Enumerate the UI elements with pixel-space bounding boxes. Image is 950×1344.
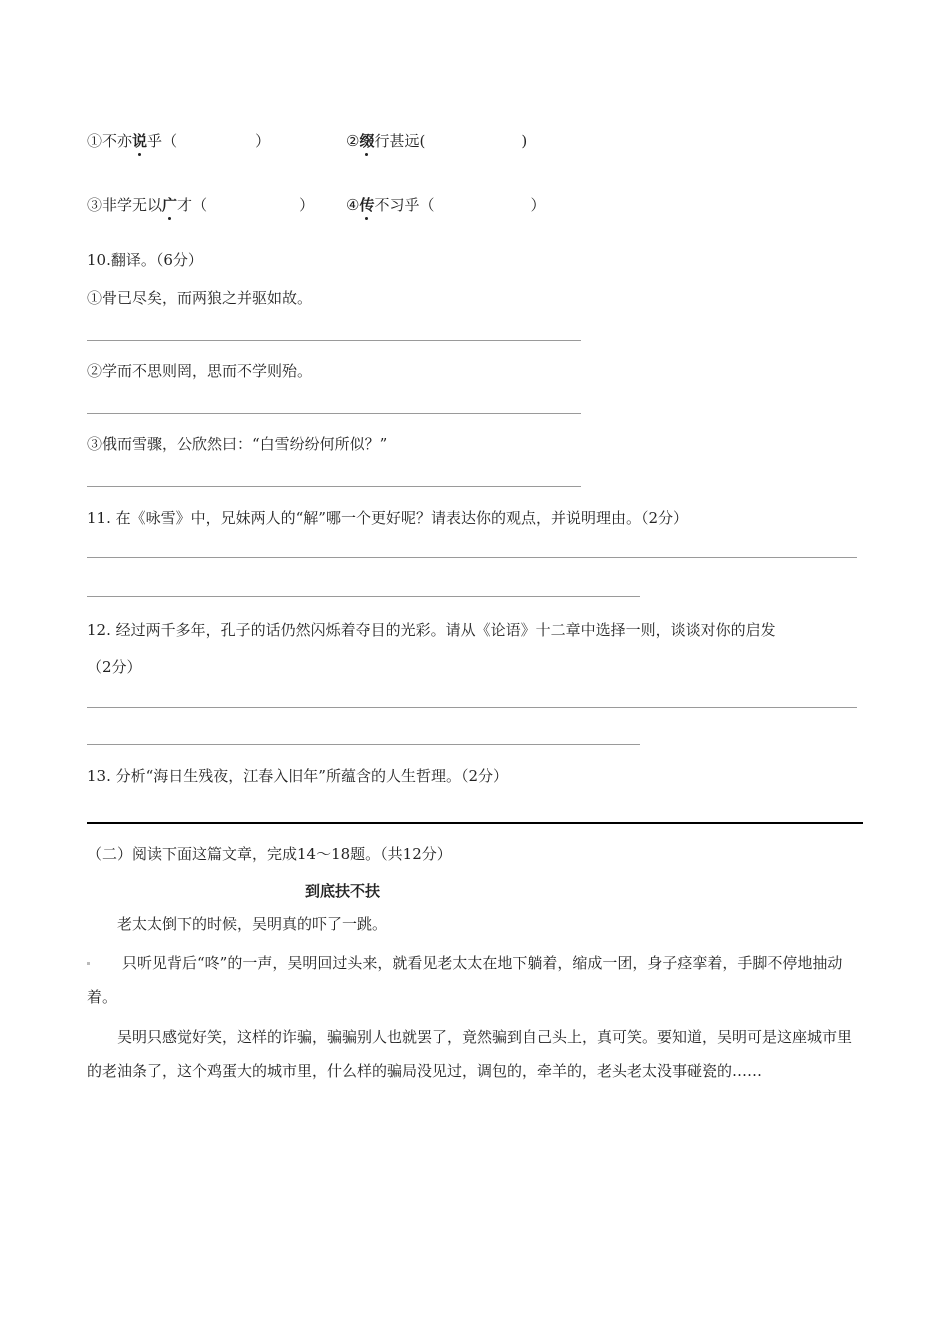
answer-line[interactable]	[87, 340, 581, 341]
q12-question-line1: 12. 经过两千多年，孔子的话仍然闪烁着夺目的光彩。请从《论语》十二章中选择一则，谈谈对你的启发	[87, 621, 776, 639]
answer-line[interactable]	[87, 413, 581, 414]
vocab-item-1: ①不亦说乎（ ）	[87, 132, 271, 150]
item-number: ③	[87, 196, 103, 214]
emphasized-char: 传	[359, 196, 375, 214]
emphasized-char: 广	[162, 196, 178, 214]
q10-item-1: ①骨已尽矣，而两狼之并驱如故。	[87, 289, 313, 307]
emphasized-char: 说	[132, 132, 148, 150]
article-paragraph-3: 吴明只感觉好笑，这样的诈骗，骗骗别人也就罢了，竟然骗到自己头上，真可笑。要知道，吴明可是这座城市里的老油条了，这个鸡蛋大的城市里，什么样的骗局没见过，调包的，牵羊的，老头老太没事碰瓷的……	[87, 1028, 853, 1080]
vocab-item-3: ③非学无以广才（ ）	[87, 196, 315, 214]
answer-blank-open: （	[192, 196, 208, 214]
q13-question: 13. 分析“海日生残夜，江春入旧年”所蕴含的人生哲理。（2分）	[87, 767, 509, 785]
vocab-item-4: ④传不习乎（ ）	[346, 196, 546, 214]
vocab-item-2: ②缀行甚远( )	[346, 132, 528, 150]
answer-line[interactable]	[87, 557, 857, 558]
answer-blank-open: (	[419, 132, 426, 150]
answer-line[interactable]	[87, 596, 640, 597]
article-paragraph-1: 老太太倒下的时候，吴明真的吓了一跳。	[117, 915, 388, 933]
answer-blank-open: （	[162, 132, 178, 150]
item-number: ④	[346, 196, 360, 214]
q10-item-3: ③俄而雪骤，公欣然曰：“白雪纷纷何所似？”	[87, 435, 388, 453]
section2-heading: （二）阅读下面这篇文章，完成14～18题。（共12分）	[87, 845, 452, 863]
answer-line[interactable]	[87, 744, 640, 745]
item-number: ②	[346, 132, 360, 150]
q11-question: 11. 在《咏雪》中，兄妹两人的“解”哪一个更好呢？请表达你的观点，并说明理由。（2分）	[87, 509, 689, 527]
answer-blank-open: （	[419, 196, 435, 214]
answer-line[interactable]	[87, 707, 857, 708]
item-number: ①	[87, 132, 103, 150]
section-divider	[87, 822, 863, 824]
q10-item-2: ②学而不思则罔，思而不学则殆。	[87, 362, 313, 380]
answer-line[interactable]	[87, 486, 581, 487]
q10-heading: 10.翻译。（6分）	[87, 251, 203, 269]
emphasized-char: 缀	[359, 132, 375, 150]
article-title: 到底扶不扶	[305, 882, 381, 900]
article-paragraph-2: 只听见背后“咚”的一声，吴明回过头来，就看见老太太在地下躺着，缩成一团，身子痉挛着，手脚不停地抽动着。	[87, 954, 843, 1006]
q12-question-line2: （2分）	[87, 658, 142, 676]
